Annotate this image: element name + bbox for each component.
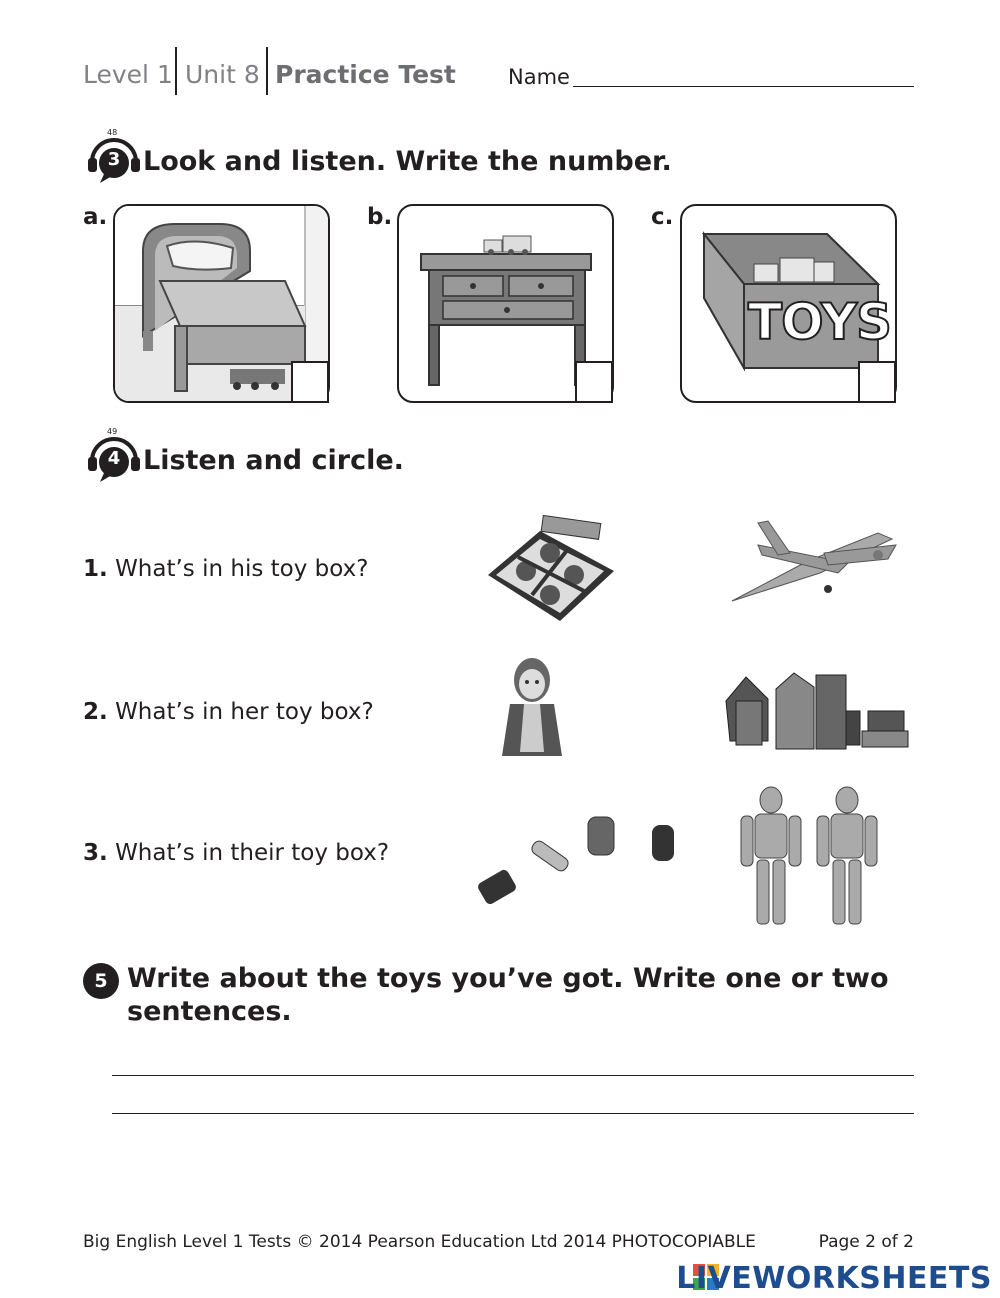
writing-line-2[interactable]	[112, 1113, 914, 1114]
liveworksheets-watermark: LIVEWORKSHEETS	[676, 1261, 992, 1296]
section-title-continued: sentences.	[127, 996, 292, 1027]
section-title: Look and listen. Write the number.	[143, 146, 672, 177]
track-number: 49	[107, 427, 118, 436]
name-input-line[interactable]	[573, 86, 914, 87]
section-number: 3	[107, 149, 121, 170]
section-title: Listen and circle.	[143, 445, 404, 476]
section-number: 4	[107, 448, 121, 469]
question-3: 3. What’s in their toy box?	[83, 840, 390, 866]
copyright-text: Big English Level 1 Tests © 2014 Pearson Education Ltd 2014 PHOTOCOPIABLE	[83, 1232, 756, 1252]
question-2: 2. What’s in her toy box?	[83, 699, 374, 725]
section-title: Write about the toys you’ve got. Write one or two	[127, 963, 889, 994]
question-1: 1. What’s in his toy box?	[83, 556, 369, 582]
toy-cars-picture[interactable]	[470, 811, 690, 917]
page-number: Page 2 of 2	[818, 1232, 914, 1252]
answer-box-a[interactable]	[291, 361, 329, 403]
header-unit: Unit 8	[185, 60, 260, 89]
doll-picture[interactable]	[500, 652, 564, 764]
track-number: 48	[107, 128, 118, 137]
panel-letter-c: c.	[651, 204, 674, 230]
robots-picture[interactable]	[733, 784, 883, 928]
board-game-picture[interactable]	[488, 513, 614, 625]
answer-box-c[interactable]	[858, 361, 896, 403]
name-label: Name	[508, 65, 570, 89]
panel-letter-b: b.	[367, 204, 393, 230]
header-divider	[175, 47, 177, 95]
answer-box-b[interactable]	[575, 361, 613, 403]
toys-label: TOYS	[748, 293, 892, 351]
header-divider	[266, 47, 268, 95]
section-number: 5	[83, 963, 119, 999]
blocks-picture[interactable]	[722, 671, 910, 753]
header-level: Level 1	[83, 60, 173, 89]
header-test-title: Practice Test	[275, 60, 456, 89]
airplane-picture[interactable]	[728, 515, 900, 607]
panel-letter-a: a.	[83, 204, 108, 230]
writing-line-1[interactable]	[112, 1075, 914, 1076]
